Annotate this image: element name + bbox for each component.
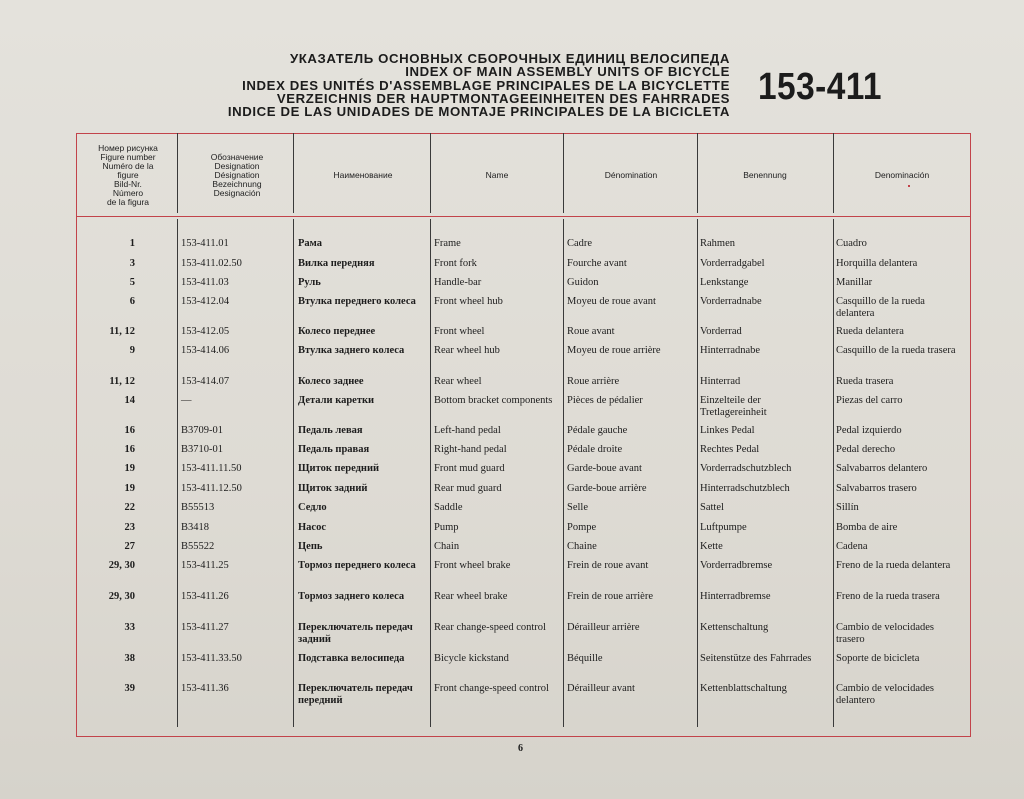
cell-designation: 153-411.01 bbox=[181, 238, 229, 249]
column-header-designation: Обозначение Designation Désignation Bezeichnung Designación bbox=[210, 151, 264, 198]
cell-name-spanish: Cadena bbox=[836, 541, 868, 552]
cell-name-french: Dérailleur avant bbox=[567, 683, 635, 694]
title-french: INDEX DES UNITÉS D'ASSEMBLAGE PRINCIPALES DE LA BICYCLETTE bbox=[242, 77, 730, 93]
cell-name-french: Garde-boue avant bbox=[567, 463, 642, 474]
cell-designation: 153-411.26 bbox=[181, 591, 229, 602]
cell-designation: 153-411.27 bbox=[181, 622, 229, 633]
cell-name-german: Luftpumpe bbox=[700, 522, 747, 533]
cell-name-english: Pump bbox=[434, 522, 459, 533]
cell-figure-number: 16 bbox=[124, 444, 135, 455]
cell-name-french: Frein de roue avant bbox=[567, 560, 649, 571]
cell-figure-number: 38 bbox=[124, 653, 135, 664]
cell-name-german: Vorderradbremse bbox=[700, 560, 773, 571]
cell-name-english: Rear change-speed control bbox=[434, 622, 546, 633]
cell-name-french: Béquille bbox=[567, 653, 603, 664]
cell-name-german: Vorderradnabe bbox=[700, 296, 762, 307]
cell-name-french: Roue avant bbox=[567, 326, 615, 337]
column-header-name-russian: Наименование bbox=[333, 169, 393, 180]
cell-name-french: Roue arrière bbox=[567, 376, 620, 387]
cell-name-russian: Педаль левая bbox=[298, 425, 363, 436]
cell-name-spanish: Rueda delantera bbox=[836, 326, 904, 337]
cell-name-spanish: Casquillo de la rueda trasera bbox=[836, 345, 956, 356]
cell-designation: 153-414.07 bbox=[181, 376, 230, 387]
cell-name-english: Rear wheel bbox=[434, 376, 482, 387]
column-header-figure-number: Номер рисунка Figure number Numéro de la figure Bild-Nr. Número de la figura bbox=[98, 142, 158, 207]
title-german: VERZEICHNIS DER HAUPTMONTAGEEINHEITEN DES FAHRRADES bbox=[276, 90, 730, 106]
cell-name-german: Einzelteile der Tretlagereinheit bbox=[700, 395, 767, 418]
cell-name-german: Linkes Pedal bbox=[700, 425, 755, 436]
cell-figure-number: 39 bbox=[124, 683, 135, 694]
cell-name-english: Rear mud guard bbox=[434, 483, 502, 494]
column-divider bbox=[177, 219, 178, 727]
cell-name-russian: Переключатель передач передний bbox=[298, 683, 413, 706]
cell-name-russian: Подставка велосипеда bbox=[298, 653, 405, 664]
cell-name-german: Rechtes Pedal bbox=[700, 444, 760, 455]
cell-name-french: Pompe bbox=[567, 522, 597, 533]
cell-name-german: Vorderrad bbox=[700, 326, 742, 337]
cell-name-english: Front fork bbox=[434, 258, 477, 269]
cell-name-english: Front wheel bbox=[434, 326, 485, 337]
cell-name-russian: Тормоз заднего колеса bbox=[298, 591, 405, 602]
cell-name-russian: Рама bbox=[298, 238, 322, 249]
column-divider bbox=[833, 219, 834, 727]
cell-name-french: Pédale droite bbox=[567, 444, 623, 455]
cell-figure-number: 19 bbox=[124, 463, 135, 474]
cell-name-russian: Педаль правая bbox=[298, 444, 370, 455]
cell-name-spanish: Horquilla delantera bbox=[836, 258, 918, 269]
cell-figure-number: 27 bbox=[124, 541, 135, 552]
cell-name-german: Hinterrad bbox=[700, 376, 741, 387]
cell-figure-number: 29, 30 bbox=[108, 591, 135, 602]
cell-name-russian: Щиток передний bbox=[298, 463, 380, 474]
cell-name-spanish: Freno de la rueda trasera bbox=[836, 591, 940, 602]
cell-name-english: Saddle bbox=[434, 502, 463, 513]
cell-name-french: Selle bbox=[567, 502, 588, 513]
cell-figure-number: 29, 30 bbox=[108, 560, 135, 571]
cell-name-spanish: Pedal derecho bbox=[836, 444, 896, 455]
cell-figure-number: 19 bbox=[124, 483, 135, 494]
cell-designation: B3709-01 bbox=[181, 425, 223, 436]
cell-name-french: Pièces de pédalier bbox=[567, 395, 643, 406]
cell-figure-number: 14 bbox=[124, 395, 135, 406]
cell-name-spanish: Salvabarros delantero bbox=[836, 463, 928, 474]
cell-designation: 153-411.36 bbox=[181, 683, 229, 694]
cell-name-english: Front wheel hub bbox=[434, 296, 503, 307]
cell-name-french: Garde-boue arrière bbox=[567, 483, 647, 494]
cell-name-russian: Втулка переднего колеса bbox=[298, 296, 416, 307]
column-divider bbox=[430, 219, 431, 727]
cell-designation: B3418 bbox=[181, 522, 210, 533]
column-divider bbox=[293, 219, 294, 727]
cell-name-french: Moyeu de roue arrière bbox=[567, 345, 661, 356]
title-english: INDEX OF MAIN ASSEMBLY UNITS OF BICYCLE bbox=[405, 64, 730, 80]
cell-name-russian: Вилка передняя bbox=[298, 258, 375, 269]
cell-designation: — bbox=[181, 395, 192, 406]
cell-designation: 153-411.02.50 bbox=[181, 258, 242, 269]
cell-name-english: Rear wheel hub bbox=[434, 345, 500, 356]
cell-designation: B3710-01 bbox=[181, 444, 223, 455]
cell-name-russian: Цепь bbox=[298, 541, 323, 552]
title-russian: УКАЗАТЕЛЬ ОСНОВНЫХ СБОРОЧНЫХ ЕДИНИЦ ВЕЛОСИПЕДА bbox=[289, 51, 730, 66]
cell-figure-number: 23 bbox=[124, 522, 135, 533]
cell-name-spanish: Pedal izquierdo bbox=[836, 425, 902, 436]
cell-name-english: Rear wheel brake bbox=[434, 591, 508, 602]
header-divider bbox=[76, 216, 971, 217]
cell-figure-number: 5 bbox=[129, 277, 135, 288]
cell-name-russian: Втулка заднего колеса bbox=[298, 345, 405, 356]
cell-designation: 153-412.04 bbox=[181, 296, 230, 307]
cell-name-english: Bicycle kickstand bbox=[434, 653, 509, 664]
cell-name-german: Kettenblattschaltung bbox=[700, 683, 787, 694]
cell-name-german: Lenkstange bbox=[700, 277, 749, 288]
cell-name-spanish: Manillar bbox=[836, 277, 873, 288]
cell-name-german: Hinterradbremse bbox=[700, 591, 771, 602]
cell-name-french: Frein de roue arrière bbox=[567, 591, 653, 602]
cell-figure-number: 11, 12 bbox=[109, 326, 135, 337]
cell-name-french: Cadre bbox=[567, 238, 593, 249]
cell-designation: B55522 bbox=[181, 541, 215, 552]
cell-figure-number: 11, 12 bbox=[109, 376, 135, 387]
cell-name-english: Front mud guard bbox=[434, 463, 505, 474]
cell-designation: 153-411.33.50 bbox=[181, 653, 242, 664]
cell-figure-number: 3 bbox=[129, 258, 135, 269]
column-divider bbox=[697, 219, 698, 727]
cell-designation: 153-414.06 bbox=[181, 345, 230, 356]
cell-name-spanish: Cambio de velocidades delantero bbox=[836, 683, 934, 706]
column-divider bbox=[563, 219, 564, 727]
page-number: 6 bbox=[518, 743, 523, 754]
cell-name-french: Chaine bbox=[567, 541, 597, 552]
cell-name-spanish: Soporte de bicicleta bbox=[836, 653, 920, 664]
cell-name-english: Handle-bar bbox=[434, 277, 482, 288]
cell-name-french: Dérailleur arrière bbox=[567, 622, 640, 633]
cell-designation: 153-412.05 bbox=[181, 326, 230, 337]
cell-name-german: Vorderradgabel bbox=[700, 258, 765, 269]
cell-name-french: Fourche avant bbox=[567, 258, 627, 269]
cell-name-russian: Насос bbox=[298, 522, 326, 533]
column-header-name-english: Name bbox=[485, 169, 509, 180]
cell-name-german: Kette bbox=[700, 541, 723, 552]
cell-name-english: Right-hand pedal bbox=[434, 444, 507, 455]
cell-name-spanish: Casquillo de la rueda delantera bbox=[836, 296, 925, 319]
cell-designation: 153-411.12.50 bbox=[181, 483, 242, 494]
cell-name-russian: Колесо заднее bbox=[298, 376, 364, 387]
cell-name-spanish: Piezas del carro bbox=[836, 395, 903, 406]
cell-name-german: Hinterradschutzblech bbox=[700, 483, 790, 494]
cell-name-russian: Колесо переднее bbox=[298, 326, 376, 337]
cell-designation: 153-411.11.50 bbox=[181, 463, 242, 474]
cell-name-russian: Переключатель передач задний bbox=[298, 622, 413, 645]
cell-name-english: Bottom bracket components bbox=[434, 395, 553, 406]
column-header-name-spanish: Denominación bbox=[874, 169, 930, 180]
cell-designation: 153-411.03 bbox=[181, 277, 229, 288]
column-header-name-german: Benennung bbox=[743, 169, 787, 180]
cell-designation: 153-411.25 bbox=[181, 560, 229, 571]
cell-name-spanish: Rueda trasera bbox=[836, 376, 894, 387]
cell-figure-number: 33 bbox=[124, 622, 135, 633]
cell-figure-number: 16 bbox=[124, 425, 135, 436]
cell-figure-number: 1 bbox=[129, 238, 135, 249]
cell-name-spanish: Salvabarros trasero bbox=[836, 483, 917, 494]
cell-name-english: Left-hand pedal bbox=[434, 425, 501, 436]
cell-name-spanish: Cuadro bbox=[836, 238, 867, 249]
cell-name-english: Frame bbox=[434, 238, 461, 249]
cell-figure-number: 22 bbox=[124, 502, 135, 513]
column-header-name-french: Dénomination bbox=[604, 169, 658, 180]
cell-name-german: Rahmen bbox=[700, 238, 735, 249]
cell-figure-number: 6 bbox=[129, 296, 135, 307]
cell-name-english: Front change-speed control bbox=[434, 683, 549, 694]
cell-name-french: Pédale gauche bbox=[567, 425, 628, 436]
index-title-block bbox=[150, 52, 730, 118]
cell-name-english: Front wheel brake bbox=[434, 560, 511, 571]
cell-name-russian: Щиток задний bbox=[298, 483, 368, 494]
cell-name-german: Vorderradschutzblech bbox=[700, 463, 792, 474]
cell-name-german: Kettenschaltung bbox=[700, 622, 769, 633]
cell-name-german: Hinterradnabe bbox=[700, 345, 761, 356]
title-spanish: INDICE DE LAS UNIDADES DE MONTAJE PRINCIPALES DE LA BICICLETA bbox=[227, 104, 730, 120]
cell-name-russian: Руль bbox=[298, 277, 321, 288]
cell-name-spanish: Freno de la rueda delantera bbox=[836, 560, 951, 571]
cell-name-russian: Детали каретки bbox=[298, 395, 375, 406]
cell-name-english: Chain bbox=[434, 541, 460, 552]
cell-name-french: Guidon bbox=[567, 277, 599, 288]
model-code: 153-411 bbox=[758, 66, 882, 108]
cell-name-russian: Тормоз переднего колеса bbox=[298, 560, 416, 571]
cell-name-french: Moyeu de roue avant bbox=[567, 296, 656, 307]
cell-name-spanish: Sillín bbox=[836, 502, 859, 513]
cell-figure-number: 9 bbox=[129, 345, 135, 356]
cell-name-spanish: Bomba de aire bbox=[836, 522, 898, 533]
cell-name-spanish: Cambio de velocidades trasero bbox=[836, 622, 934, 645]
cell-designation: B55513 bbox=[181, 502, 215, 513]
cell-name-german: Seitenstütze des Fahrrades bbox=[700, 653, 812, 664]
cell-name-german: Sattel bbox=[700, 502, 724, 513]
cell-name-russian: Седло bbox=[298, 502, 327, 513]
